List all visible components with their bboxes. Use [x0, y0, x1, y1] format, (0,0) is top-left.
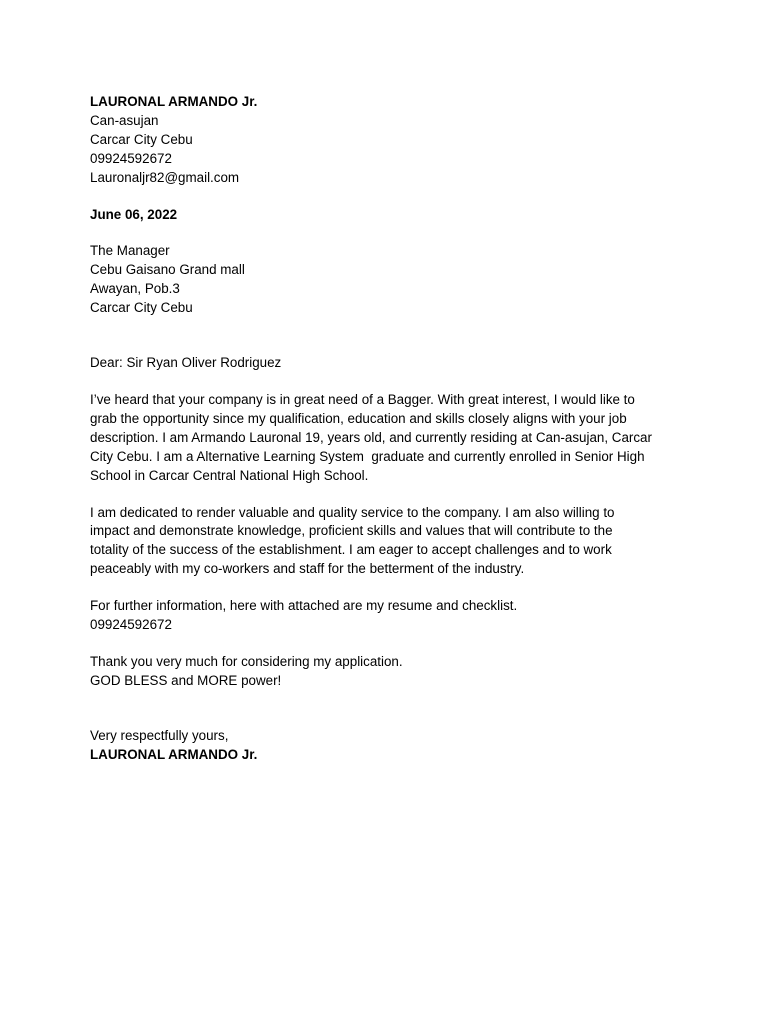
paragraph-line: City Cebu. I am a Alternative Learning System graduate and currently enrolled in Senior High	[90, 448, 645, 464]
spacer	[90, 579, 678, 597]
recipient-title: The Manager	[90, 243, 170, 259]
sender-email: Lauronaljr82@gmail.com	[90, 169, 240, 185]
closing-block	[90, 727, 678, 765]
paragraph-line: description. I am Armando Lauronal 19, years old, and currently residing at Can-asujan, Carcar	[90, 429, 652, 445]
signature-name: LAURONAL ARMANDO Jr.	[90, 746, 258, 762]
spacer	[90, 224, 678, 242]
spacer	[90, 691, 678, 727]
letter-date: June 06, 2022	[90, 206, 178, 222]
closing-phrase: Very respectfully yours,	[90, 727, 229, 743]
body-paragraph-1	[90, 391, 678, 486]
paragraph-line: GOD BLESS and MORE power!	[90, 672, 282, 688]
spacer	[90, 188, 678, 206]
paragraph-line: peaceably with my co-workers and staff for the betterment of the industry.	[90, 561, 525, 577]
body-paragraph-4	[90, 653, 678, 691]
body-paragraph-3	[90, 597, 678, 635]
paragraph-line: For further information, here with attached are my resume and checklist.	[90, 598, 518, 614]
sender-block	[90, 93, 678, 188]
contact-phone: 09924592672	[90, 617, 172, 633]
spacer	[90, 373, 678, 391]
paragraph-line: Thank you very much for considering my application.	[90, 653, 403, 669]
spacer	[90, 318, 678, 354]
sender-address-line2: Carcar City Cebu	[90, 131, 193, 147]
paragraph-line: totality of the success of the establishment. I am eager to accept challenges and to work	[90, 542, 612, 558]
paragraph-line: I’ve heard that your company is in great need of a Bagger. With great interest, I would like to	[90, 391, 635, 407]
spacer	[90, 486, 678, 504]
paragraph-line: School in Carcar Central National High School.	[90, 467, 369, 483]
salutation: Dear: Sir Ryan Oliver Rodriguez	[90, 355, 282, 371]
paragraph-line: grab the opportunity since my qualification, education and skills closely aligns with your job	[90, 410, 627, 426]
recipient-address-line1: Awayan, Pob.3	[90, 281, 180, 297]
sender-address-line1: Can-asujan	[90, 112, 159, 128]
recipient-company: Cebu Gaisano Grand mall	[90, 262, 245, 278]
spacer	[90, 635, 678, 653]
sender-phone: 09924592672	[90, 150, 172, 166]
recipient-address-line2: Carcar City Cebu	[90, 300, 193, 316]
body-paragraph-2	[90, 504, 678, 580]
recipient-block	[90, 242, 678, 318]
sender-name: LAURONAL ARMANDO Jr.	[90, 94, 258, 109]
paragraph-line: I am dedicated to render valuable and quality service to the company. I am also willing to	[90, 504, 615, 520]
paragraph-line: impact and demonstrate knowledge, proficient skills and values that will contribute to the	[90, 523, 613, 539]
